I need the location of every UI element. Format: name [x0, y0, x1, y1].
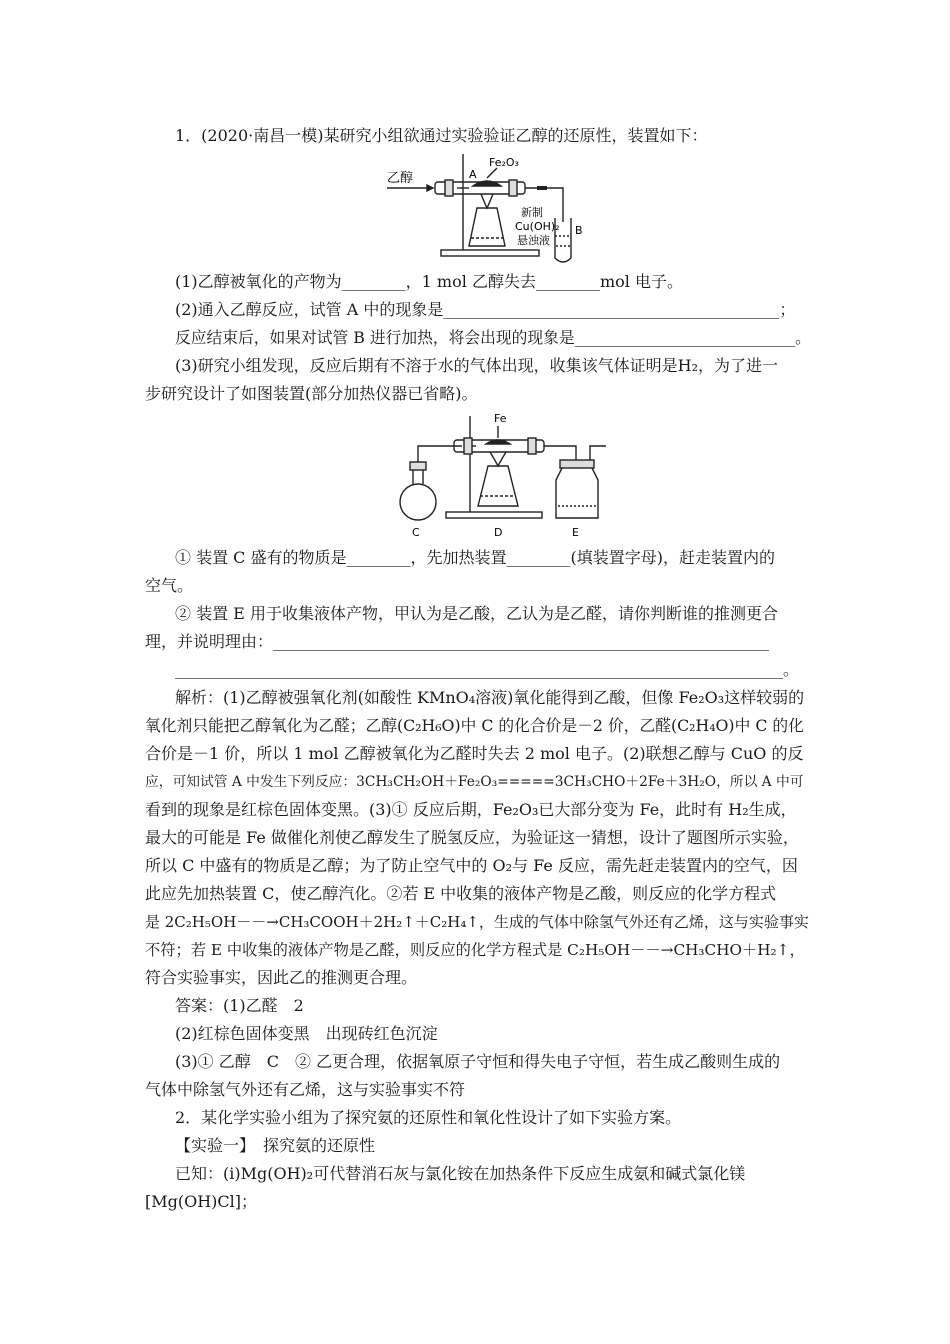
fig2-label-e: E: [572, 526, 579, 539]
answer-2: (2)红棕色固体变黑 出现砖红色沉淀: [175, 1024, 438, 1043]
analysis-line: 应，可知试管 A 中发生下列反应：3CH₃CH₂OH＋Fe₂O₃=====3CH₃CHO＋2Fe＋3H₂O，所以 A 中可: [145, 774, 804, 790]
q1-part1: (1)乙醇被氧化的产物为________，1 mol 乙醇失去________mol 电子。: [175, 272, 683, 291]
fig2-label-c: C: [412, 526, 420, 539]
q1-sub2a: ② 装置 E 用于收集液体产物，甲认为是乙酸，乙认为是乙醛，请你判断谁的推测更合: [175, 604, 778, 623]
q1-part3b: 步研究设计了如图装置(部分加热仪器已省略)。: [145, 384, 478, 403]
analysis-line: 看到的现象是红棕色固体变黑。(3)① 反应后期，Fe₂O₃已大部分变为 Fe，此时有 H₂生成，: [145, 800, 797, 819]
q2-known-b: [Mg(OH)Cl]；: [145, 1192, 258, 1211]
analysis-line: 氧化剂只能把乙醇氧化为乙醛；乙醇(C₂H₆O)中 C 的化合价是－2 价，乙醛(C₂H₄O)中 C 的化: [145, 716, 804, 735]
figure-apparatus-2: [390, 410, 610, 540]
analysis-line: 合价是－1 价，所以 1 mol 乙醇被氧化为乙醛时失去 2 mol 电子。(2)联想乙醇与 CuO 的反: [145, 744, 804, 763]
fig1-reagent-line3: 悬浊液: [517, 234, 550, 247]
analysis-line: 最大的可能是 Fe 做催化剂使乙醇发生了脱氢反应，为验证这一猜想，设计了题图所示实验，: [145, 828, 799, 847]
fig1-ethanol-label: 乙醇: [387, 171, 414, 186]
analysis-line: 是 2C₂H₅OH－－→CH₃COOH＋2H₂↑＋C₂H₄↑，生成的气体中除氢气外还有乙烯，这与实验事实: [145, 913, 809, 931]
analysis-line: 解析：(1)乙醇被强氧化剂(如酸性 KMnO₄溶液)氧化能得到乙酸，但像 Fe₂O₃这样较弱的: [175, 688, 805, 707]
q1-stem: 1．(2020·南昌一模)某研究小组欲通过实验验证乙醇的还原性，装置如下：: [175, 126, 708, 145]
analysis-line: 所以 C 中盛有的物质是乙醇；为了防止空气中的 O₂与 Fe 反应，需先赶走装置内的空气，因: [145, 856, 798, 875]
fig1-fe2o3-label: Fe₂O₃: [489, 156, 519, 169]
figure-apparatus-1: [385, 150, 615, 270]
q2-experiment-1-heading: 【实验一】 探究氨的还原性: [175, 1136, 376, 1155]
fig1-label-a: A: [469, 168, 477, 181]
answer-1: 答案：(1)乙醛 2: [175, 996, 304, 1015]
analysis-line: 此应先加热装置 C，使乙醇汽化。②若 E 中收集的液体产物是乙酸，则反应的化学方程式: [145, 884, 777, 903]
q1-part2b: 反应结束后，如果对试管 B 进行加热，将会出现的现象是____________________________。: [175, 328, 811, 347]
fig1-reagent-line1: 新制: [521, 206, 543, 219]
q1-sub2c: ____________________________________________________________________________。: [175, 660, 799, 679]
answer-3a: (3)① 乙醇 C ② 乙更合理，依据氧原子守恒和得失电子守恒，若生成乙酸则生成的: [175, 1052, 781, 1071]
q2-known-a: 已知：(ⅰ)Mg(OH)₂可代替消石灰与氯化铵在加热条件下反应生成氨和碱式氯化镁: [175, 1164, 746, 1183]
q1-sub1a: ① 装置 C 盛有的物质是________，先加热装置________(填装置字母)，赶走装置内的: [175, 548, 775, 567]
fig2-label-d: D: [494, 526, 503, 539]
analysis-line: 符合实验事实，因此乙的推测更合理。: [145, 968, 418, 987]
fig2-fe-label: Fe: [494, 412, 507, 425]
answer-3b: 气体中除氢气外还有乙烯，这与实验事实不符: [145, 1080, 466, 1099]
fig1-reagent-line2: Cu(OH)₂: [515, 220, 560, 233]
q1-sub1b: 空气。: [145, 576, 194, 595]
q2-stem: 2．某化学实验小组为了探究氨的还原性和氧化性设计了如下实验方案。: [175, 1108, 682, 1127]
q1-part3a: (3)研究小组发现，反应后期有不溶于水的气体出现，收集该气体证明是H₂，为了进一: [175, 356, 779, 375]
q1-sub2b: 理，并说明理由：______________________________________________________________: [145, 632, 770, 651]
q1-part2a: (2)通入乙醇反应，试管 A 中的现象是__________________________________________；: [175, 300, 796, 319]
analysis-line: 不符；若 E 中收集的液体产物是乙醛，则反应的化学方程式是 C₂H₅OH－－→CH₃CHO＋H₂↑，: [145, 941, 805, 959]
fig1-label-b: B: [575, 224, 583, 237]
